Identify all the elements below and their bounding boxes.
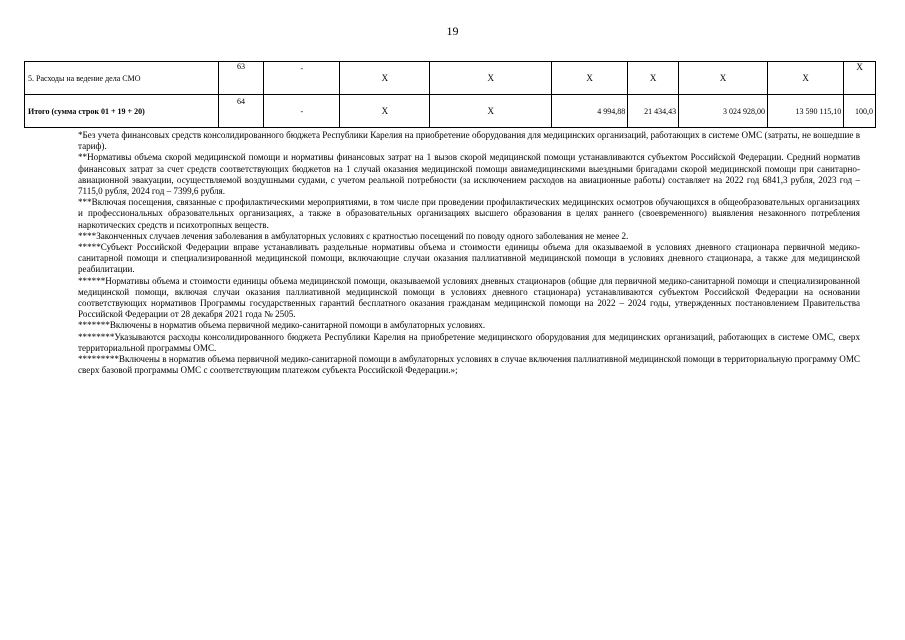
footnote: *********Включены в норматив объема первичной медико-санитарной помощи в амбулаторных условиях в случае включения паллиативной медицинской помощи в территориальную программу ОМС сверх базовой программы ОМС с соответствующим платежом субъекта Российской Федерации.»; [78,354,860,376]
footnotes [78,130,860,376]
table-cell: X [767,62,843,95]
row-code: 64 [218,95,264,128]
expenses-table [24,61,876,128]
footnote: ********Указываются расходы консолидированного бюджета Республики Карелия на приобретение медицинского оборудования для медицинских организаций, работающих в системе ОМС, сверх территориальной программы ОМС. [78,331,860,353]
table-cell: - [264,62,340,95]
footnote: *****Субъект Российской Федерации вправе устанавливать раздельные нормативы объема и стоимости единицы объема для оказываемой в условиях дневного стационара первичной медико-санитарной помощи и специализированной медицинской помощи, включающие случаи оказания паллиативной медицинской помощи в условиях дневного стационара, а также для медицинской реабилитации. [78,242,860,275]
footnote: *Без учета финансовых средств консолидированного бюджета Республики Карелия на приобретение оборудования для медицинских организаций, работающих в системе ОМС (затраты, не вошедшие в тариф). [78,130,860,152]
row-code: 63 [218,62,264,95]
table-cell: 13 590 115,10 [767,95,843,128]
table-cell: X [844,62,876,95]
table-cell: X [340,95,430,128]
table-cell: X [430,62,552,95]
table-cell: X [628,62,679,95]
footnote: ***Включая посещения, связанные с профилактическими мероприятиями, в том числе при проведении профилактических медицинских осмотров обучающихся в общеобразовательных организациях и профессиональных образовательных организациях, а также в образовательных организациях высшего образования в целях раннего (своевременного) выявления незаконного потребления наркотических средств и психотропных веществ. [78,197,860,230]
table-cell: 21 434,43 [628,95,679,128]
page-number: 19 [446,24,459,38]
table-cell: X [679,62,768,95]
table-cell: 3 024 928,00 [679,95,768,128]
footnote: ******Нормативы объема и стоимости единицы объема медицинской помощи, оказываемой условиях дневных стационаров (общие для первичной медико-санитарной помощи и специализированной медицинской помощи, включая случаи оказания паллиативной медицинской помощи в условиях дневного стационара) устанавливаются субъектом Российской Федерации на основании соответствующих нормативов Программы государственных гарантий бесплатного оказания гражданам медицинской помощи на 2022 – 2024 годы, утвержденных постановлением Правительства Российской Федерации от 28 декабря 2021 года № 2505. [78,275,860,320]
footnote: ****Законченных случаев лечения заболевания в амбулаторных условиях с кратностью посещений по поводу одного заболевания не менее 2. [78,230,629,241]
table-cell: 4 994,88 [552,95,628,128]
table-cell: - [264,95,340,128]
table-row [25,62,876,95]
row-name: 5. Расходы на ведение дела СМО [25,62,219,95]
footnote: *******Включены в норматив объема первичной медико-санитарной помощи в амбулаторных условиях. [78,320,486,331]
table-cell: X [340,62,430,95]
footnote: **Нормативы объема скорой медицинской помощи и нормативы финансовых затрат на 1 вызов скорой медицинской помощи устанавливаются субъектом Российской Федерации. Средний норматив финансовых затрат за счет средств соответствующих бюджетов на 1 случай оказания медицинской помощи авиамедицинскими выездными бригадами скорой медицинской помощи при санитарно-авиационной эвакуации, осуществляемой воздушными судами, с учетом реальной потребности (за исключением расходов на авиационные работы) составляет на 2022 год 6841,3 рубля, 2023 год – 7115,0 рубля, 2024 год – 7399,6 рубля. [78,152,860,197]
table-cell: X [552,62,628,95]
row-name: Итого (сумма строк 01 + 19 + 20) [25,95,219,128]
table-cell: 100,0 [844,95,876,128]
table-row [25,95,876,128]
table-cell: X [430,95,552,128]
